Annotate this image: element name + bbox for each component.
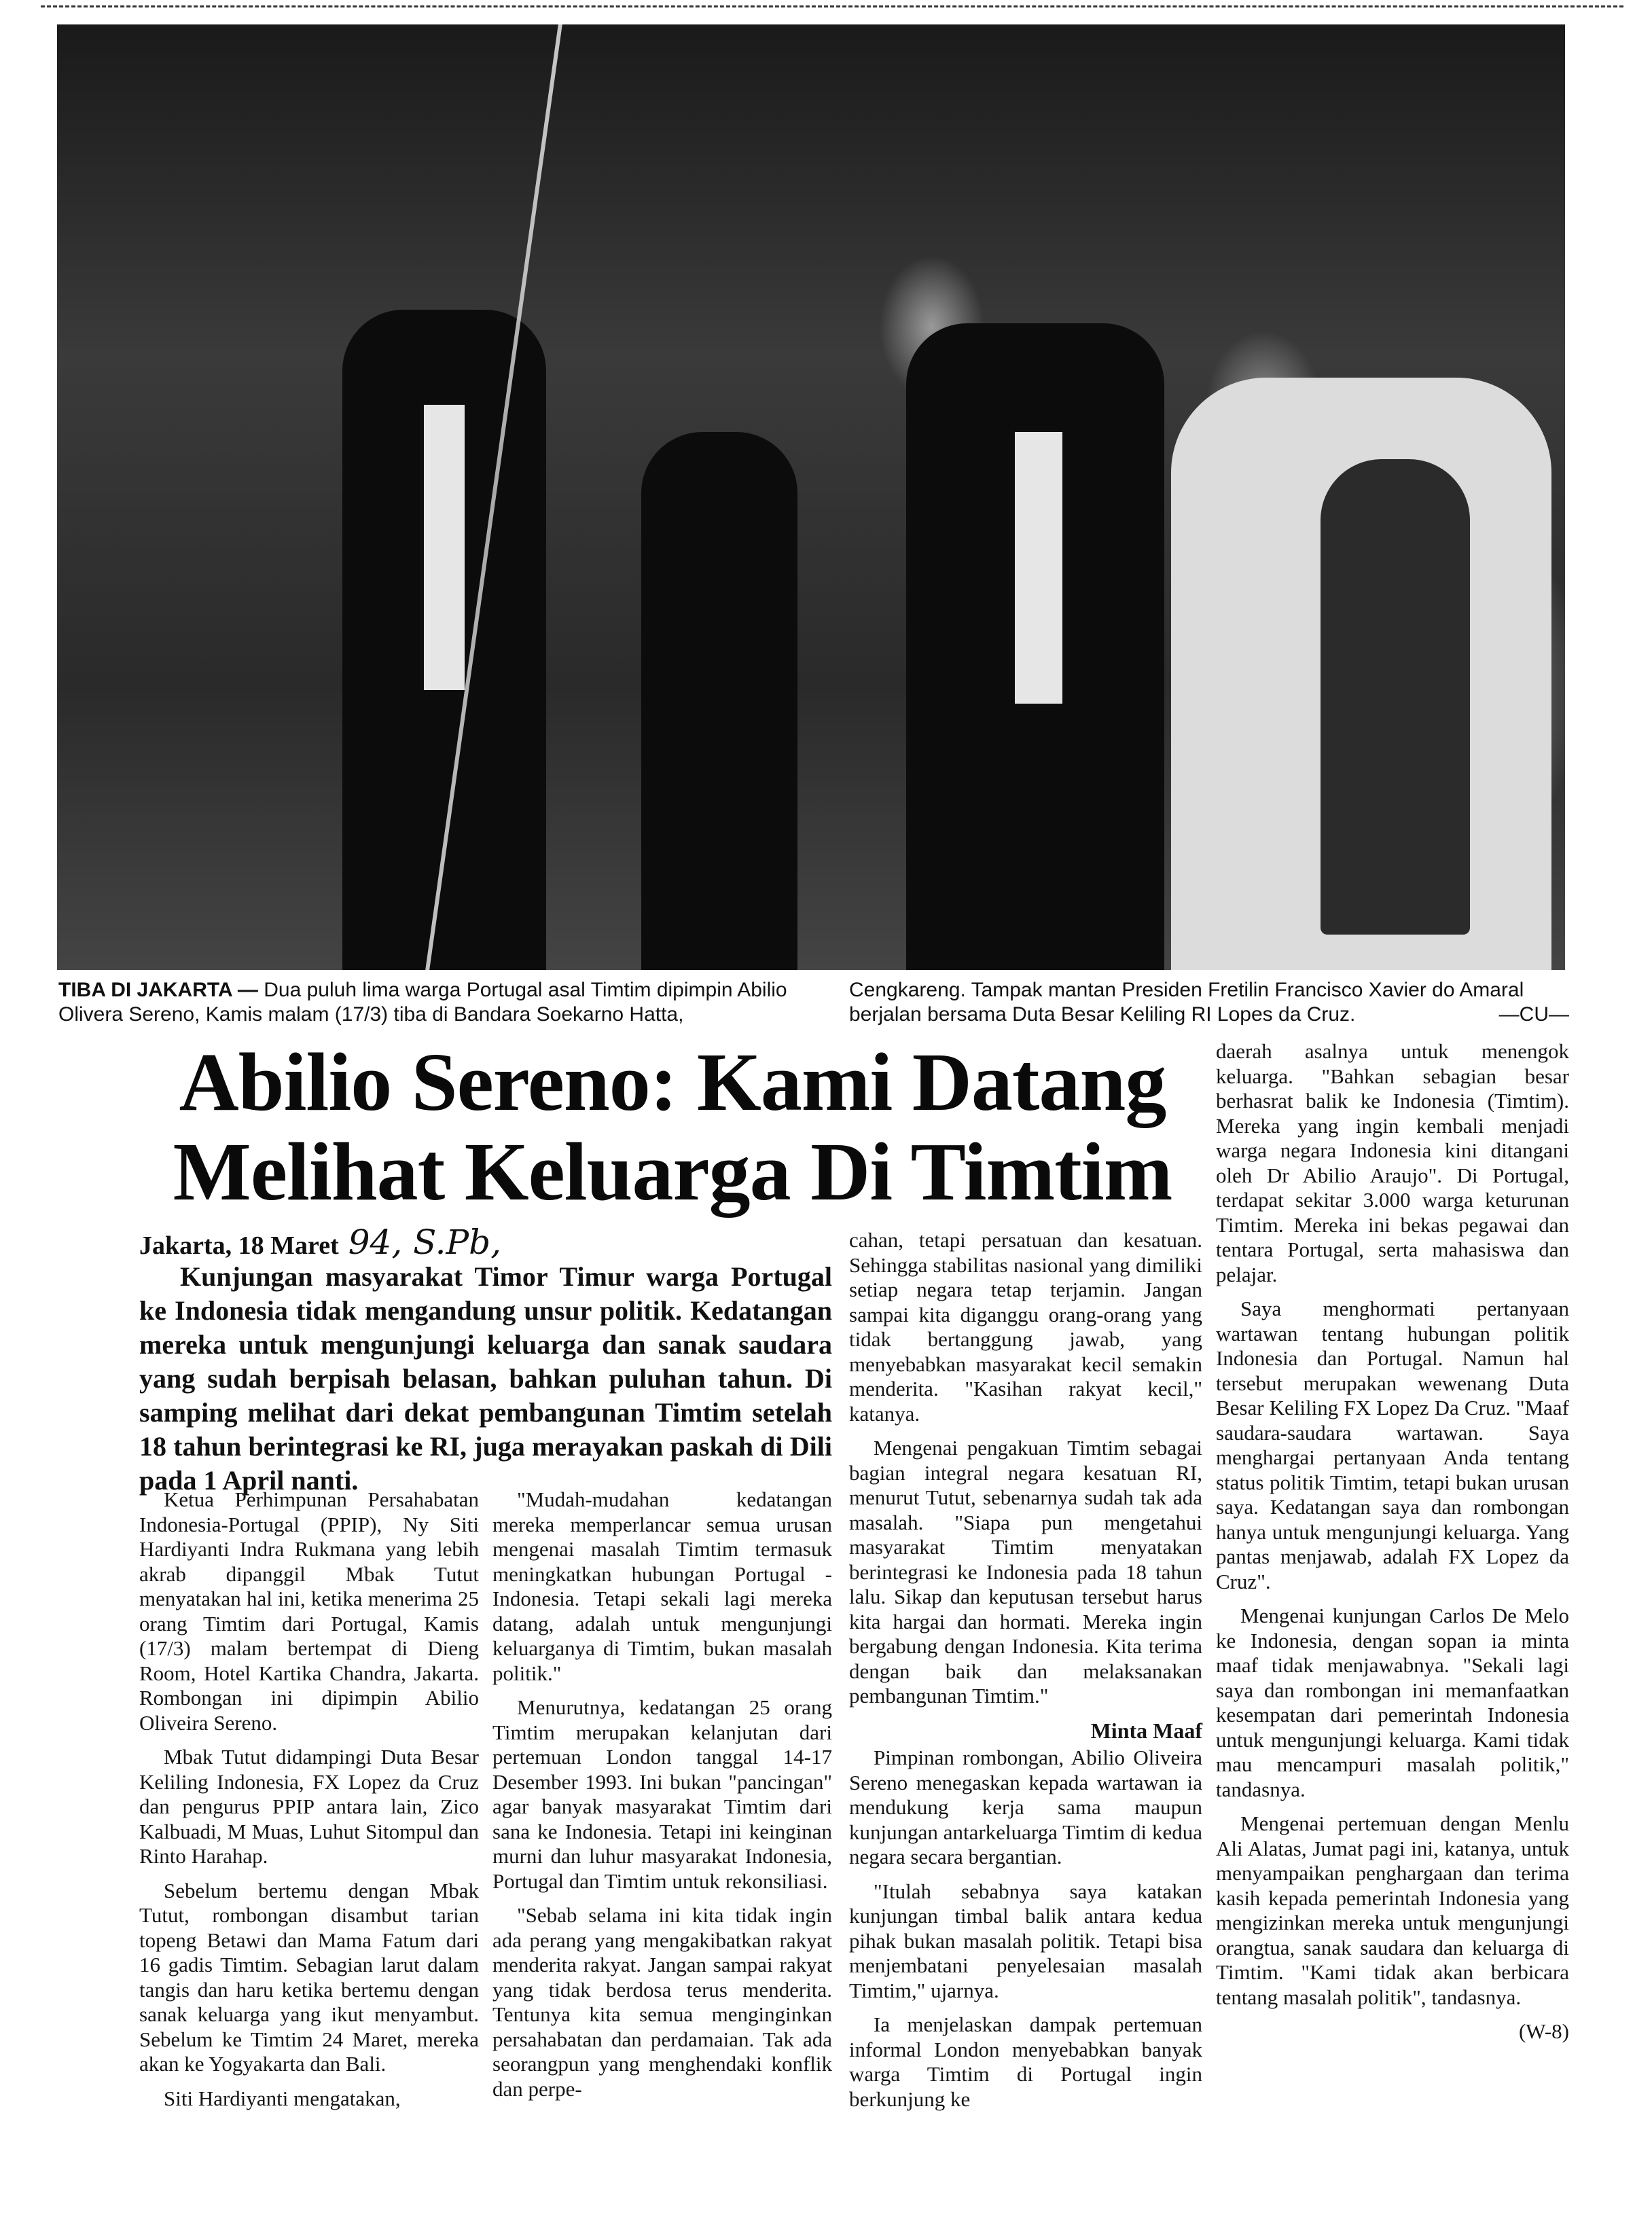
headline	[143, 1038, 1202, 1217]
author-signature: (W-8)	[1518, 2019, 1569, 2043]
paragraph: cahan, tetapi persatuan dan kesatuan. Sehingga stabilitas nasional yang dimiliki setiap negara tetap terjamin. Jangan sampai kita diganggu orang-orang yang tidak bertanggung jawab, yang menyebabkan masyarakat kecil semakin menderita. "Kasihan rakyat kecil," katanya.	[849, 1228, 1202, 1426]
caption-right	[849, 978, 1569, 1027]
column-3	[849, 1228, 1202, 2121]
paragraph: Mengenai pengakuan Timtim sebagai bagian integral negara kesatuan RI, menurut Tutut, sebenarnya sudah tak ada masalah. "Siapa pun mengetahui masyarakat Timtim menyatakan berintegrasi ke Indonesia pada 18 tahun lalu. Sikap dan keputusan tersebut harus kita hargai dan hormati. Mereka ingin bergabung dengan Indonesia. Kita terima dengan baik dan melaksanakan pembangunan Timtim."	[849, 1436, 1202, 1708]
figure-right	[1321, 459, 1470, 935]
caption-lead: TIBA DI JAKARTA —	[58, 979, 258, 1001]
paragraph: Ketua Perhimpunan Persahabatan Indonesia-Portugal (PPIP), Ny Siti Hardiyanti Indra Rukmana yang lebih akrab dipanggil Mbak Tutut menyatakan hal ini, ketika menerima 25 orang Timtim dari Portugal, Kamis (17/3) malam bertempat di Dieng Room, Hotel Kartika Chandra, Jakarta. Rombongan ini dipimpin Abilio Oliveira Sereno.	[139, 1487, 479, 1735]
paragraph: "Mudah-mudahan kedatangan mereka memperlancar semua urusan mengenai masalah Timtim termasuk meningkatkan hubungan Portugal - Indonesia. Tetapi sekali lagi mereka datang, adalah untuk mengunjungi keluarganya di Timtim, bukan masalah politik."	[492, 1487, 832, 1685]
handwritten-note: 94, S.Pb,	[348, 1223, 502, 1262]
subheading: Minta Maaf	[1090, 1718, 1202, 1743]
column-2	[492, 1487, 832, 2111]
column-1	[139, 1487, 479, 2120]
headline-line-1: Abilio Sereno: Kami Datang	[179, 1036, 1166, 1128]
caption-right-text: Cengkareng. Tampak mantan Presiden Fretilin Francisco Xavier do Amaral berjalan bersama Duta Besar Keliling RI Lopes da Cruz.	[849, 979, 1524, 1026]
column-4	[1216, 1039, 1569, 2044]
paragraph: Saya menghormati pertanyaan wartawan tentang hubungan politik Indonesia dan Portugal. Namun hal tersebut merupakan wewenang Duta Besar Keliling FX Lopez Da Cruz. "Maaf saudara-saudara wartawan. Saya menghargai pertanyaan Anda tentang status politik Timtim, tetapi bukan urusan saya. Kedatangan saya dan rombongan hanya untuk mengunjungi keluarga. Yang pantas menjawab, adalah FX Lopez da Cruz".	[1216, 1297, 1569, 1593]
paragraph: Pimpinan rombongan, Abilio Oliveira Sereno menegaskan kepada wartawan ia mendukung kerja sama maupun kunjungan antarkeluarga Timtim di kedua negara secara bergantian.	[849, 1746, 1202, 1868]
caption-left-text: Dua puluh lima warga Portugal asal Timtim dipimpin Abilio Olivera Sereno, Kamis malam (17/3) tiba di Bandara Soekarno Hatta,	[58, 979, 787, 1026]
top-rule	[41, 5, 1623, 7]
lede-paragraph: Kunjungan masyarakat Timor Timur warga Portugal ke Indonesia tidak mengandung unsur politik. Kedatangan mereka untuk mengunjungi keluarga dan sanak saudara yang sudah berpisah belasan, bahkan puluhan tahun. Di samping melihat dari dekat pembangunan Timtim setelah 18 tahun berintegrasi ke RI, juga merayakan paskah di Dili pada 1 April nanti.	[139, 1261, 832, 1496]
figure-left-shirt	[424, 405, 465, 690]
paragraph: Menurutnya, kedatangan 25 orang Timtim merupakan kelanjutan dari pertemuan London tanggal 14-17 Desember 1993. Ini bukan "pancingan" agar banyak masyarakat Timtim dari sana ke Indonesia. Tetapi ini keinginan murni dan luhur masyarakat Indonesia, Portugal dan Timtim untuk rekonsiliasi.	[492, 1695, 832, 1893]
dateline	[139, 1223, 501, 1262]
paragraph: Ia menjelaskan dampak pertemuan informal London menyebabkan banyak warga Timtim di Portugal ingin berkunjung ke	[849, 2012, 1202, 2111]
figure-middle	[641, 432, 797, 970]
headline-line-2: Melihat Keluarga Di Timtim	[173, 1126, 1172, 1218]
dateline-text: Jakarta, 18 Maret	[139, 1231, 339, 1260]
paragraph: Mengenai pertemuan dengan Menlu Ali Alatas, Jumat pagi ini, katanya, untuk menyampaikan penghargaan dan terima kasih kepada pemerintah Indonesia yang mengizinkan mereka untuk mengunjungi orangtua, sanak saudara dan keluarga di Timtim. "Kami tidak akan berbicara tentang masalah politik", tandasnya.	[1216, 1811, 1569, 2009]
paragraph: Sebelum bertemu dengan Mbak Tutut, rombongan disambut tarian topeng Betawi dan Mama Fatum dari 16 gadis Timtim. Sebagian larut dalam tangis dan haru ketika bertemu dengan sanak keluarga yang ikut menyambut. Sebelum ke Timtim 24 Maret, mereka akan ke Yogyakarta dan Bali.	[139, 1878, 479, 2076]
paragraph: Siti Hardiyanti mengatakan,	[164, 2086, 401, 2110]
paragraph: "Itulah sebabnya saya katakan kunjungan timbal balik antara kedua pihak bukan masalah politik. Tetapi bisa menjembatani penyelesaian masalah Timtim," ujarnya.	[849, 1879, 1202, 2002]
paragraph: Mbak Tutut didampingi Duta Besar Keliling Indonesia, FX Lopez da Cruz dan pengurus PPIP antara lain, Zico Kalbuadi, M Muas, Luhut Sitompul dan Rinto Harahap.	[139, 1745, 479, 1868]
paragraph: daerah asalnya untuk menengok keluarga. "Bahkan sebagian besar berhasrat balik ke Indonesia (Timtim). Mereka yang ingin kembali menjadi warga negara Indonesia kini ditangani oleh Dr Abilio Araujo". Di Portugal, terdapat sekitar 3.000 warga keturunan Timtim. Mereka ini bekas pegawai dan tentara Portugal, serta mahasiswa dan pelajar.	[1216, 1039, 1569, 1286]
news-photo	[57, 24, 1565, 970]
photo-credit: —CU—	[1498, 1003, 1569, 1026]
paragraph: Mengenai kunjungan Carlos De Melo ke Indonesia, dengan sopan ia minta maaf tidak menjawabnya. "Sekali lagi saya dan rombongan ini memanfaatkan kesempatan dari pemerintah Indonesia untuk mengunjungi keluarga. Kami tidak mau mencampuri masalah politik," tandasnya.	[1216, 1604, 1569, 1801]
figure-center-shirt	[1015, 432, 1062, 704]
caption-left	[58, 978, 806, 1027]
paragraph: "Sebab selama ini kita tidak ingin ada perang yang mengakibatkan rakyat menderita rakyat. Jangan sampai rakyat yang tidak berdosa terus menderita. Tentunya kita semua menginginkan persahabatan dan perdamaian. Tak ada seorangpun yang menghendaki konflik dan perpe-	[492, 1903, 832, 2101]
